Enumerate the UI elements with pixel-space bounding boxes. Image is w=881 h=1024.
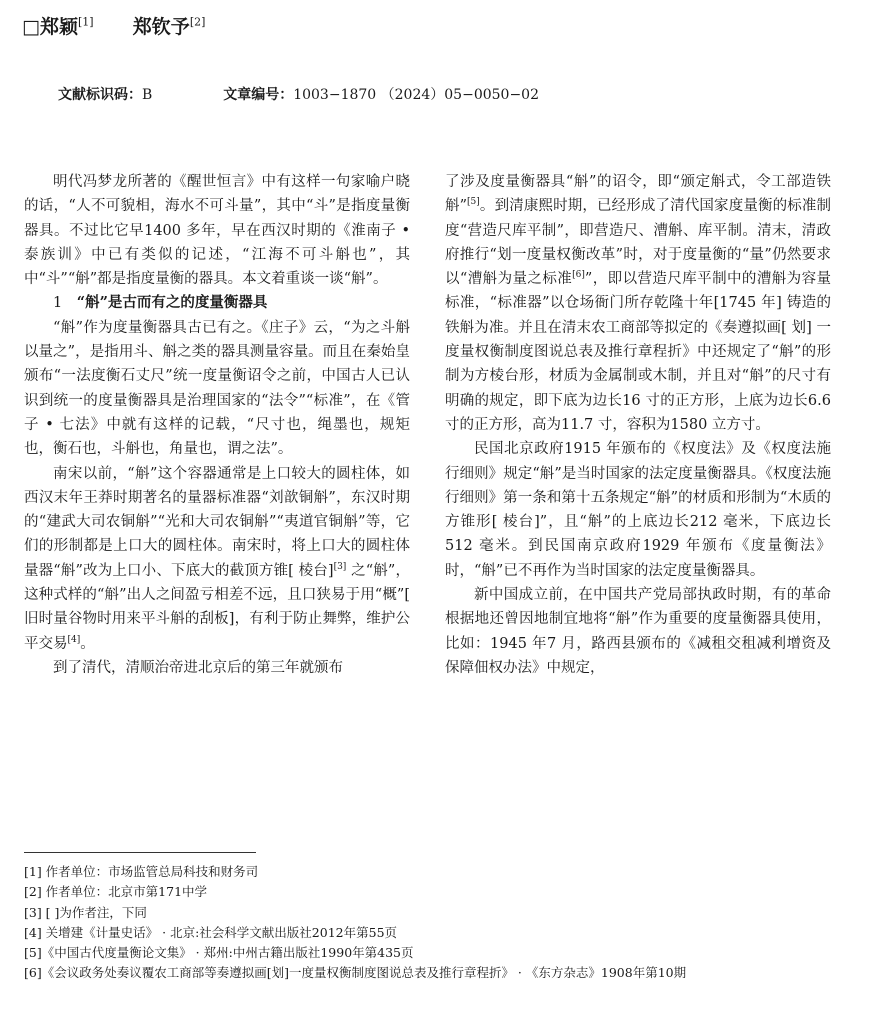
paragraph-republic: 民国北京政府1915 年颁布的《权度法》及《权度法施行细则》规定“斛”是当时国家的法定度量衡器具。《权度法施行细则》第一条和第十五条规定“斛”的材质和形制为“木质的方锥形[ 棱台]”，且“斛”的上底边长212 毫米，下底边长512 毫米。到民国南京政府1929 年颁布《度量衡法》时，“斛”已不再作为当时国家的法定度量衡器具。 (445, 441, 831, 579)
footnote-ref-5[interactable]: [5] (467, 197, 480, 208)
footnote-ref-4[interactable]: [4] (67, 634, 81, 645)
author-1-ref: [1] (77, 15, 94, 29)
section-heading-1 (24, 291, 410, 315)
footnote-item: [6]《会议政务处奏议覆农工商部等奏遵拟画[划]一度量权衡制度图说总表及推行章程折》 · 《东方杂志》1908年第10期 (24, 965, 687, 981)
paragraph-new-china: 新中国成立前，在中国共产党局部执政时期，有的革命根据地还曾因地制宜地将“斛”作为重要的度量衡器具使用，比如：1945 年7 月，路西县颁布的《减租交租减利增资及保障佃权办法》中规定， (445, 587, 831, 676)
paragraph-ancient-hu: “斛”作为度量衡器具古已有之。《庄子》云，“为之斗斛以量之”，是指用斗、斛之类的器具测量容量。而且在秦始皇颁布“一法度衡石丈尺”统一度量衡诏令之前，中国古人已认识到统一的度量衡器具是治理国家的“法令”“标准”，在《管子 • 七法》中就有这样的记载，“尺寸也，绳墨也，规矩也，衡石也，斗斛也，角量也，谓之法”。 (24, 319, 410, 458)
footnote-item: [3] [ ]为作者注，下同 (24, 904, 147, 920)
section-title: “斛”是古而有之的度量衡器具 (76, 294, 268, 312)
footnote-ref-6[interactable]: [6] (572, 270, 585, 281)
paragraph-intro: 明代冯梦龙所著的《醒世恒言》中有这样一句家喻户晓的话，“人不可貌相，海水不可斗量”，其中“斗”是指度量衡器具。不过比它早1400 多年，早在西汉时期的《淮南子 • 泰族训》中已有类似的记述，“江海不可斗斛也”，其中“斗”“斛”都是指度量衡的器具。本文着重谈一谈“斛”。 (24, 174, 410, 288)
author-2-name: 郑钦予 (132, 16, 190, 38)
text-run: 之“斛”，这种式样的“斛”出人之间盈亏相差不远，且口狭易于用“概”[ 旧时量谷物时用来平斗斛的刮板]，有利于防止舞弊，维护公平交易 (24, 562, 410, 652)
doc-id-label: 文献标识码： (58, 87, 142, 103)
doc-id-value: B (142, 87, 153, 103)
article-meta (58, 84, 539, 104)
author-1-name: □郑颖 (22, 16, 78, 38)
text-run: 。 (80, 635, 95, 652)
text-run: 南宋以前，“斛”这个容器通常是上口较大的圆柱体，如西汉末年王莽时期著名的量器标准器“刘歆铜斛”，东汉时期的“建武大司农铜斛”“光和大司农铜斛”“夷道官铜斛”等，它们的形制都是上口大的圆柱体。南宋时，将上口大的圆柱体量器“斛”改为上口小、下底大的截顶方锥[ 棱台] (24, 465, 410, 579)
text-run: 。到清康熙时期，已经形成了清代国家度量衡的标准制度“营造尺库平制”，即营造尺、漕斛、库平制。清末，清政府推行“划一度量权衡改革”时，对于度量衡的“量”仍然要求以“漕斛为量之标准 (445, 198, 831, 288)
text-run: 了涉及度量衡器具“斛”的诏令，即“颁定斛式，令工部造铁斛” (445, 174, 831, 215)
footnotes (24, 862, 864, 984)
left-column (24, 170, 410, 680)
article-no-label: 文章编号： (223, 87, 294, 103)
footnote-item: [1] 作者单位：市场监管总局科技和财务司 (24, 864, 259, 879)
section-number: 1 (53, 295, 63, 312)
footnote-item: [5]《中国古代度量衡论文集》 · 郑州:中州古籍出版社1990年第435页 (24, 945, 414, 961)
right-column (445, 170, 831, 680)
article-no-value: 1003−1870 （2024）05−0050−02 (293, 87, 539, 103)
footnote-divider (24, 852, 256, 853)
text-run: ”，即以营造尺库平制中的漕斛为容量标准，“标准器”以仓场衙门所存乾隆十年[1745 年] 铸造的铁斛为准。并且在清末农工商部等拟定的《奏遵拟画[ 划] 一度量权衡制度图说总表及推行章程折》中还规定了“斛”的形制为方棱台形，材质为金属制或木制，并且对“斛”的尺寸有明确的规定，即下底为边长16 寸的正方形，上底为边长6.6 寸的正方形，高为11.7 寸，容积为1580 立方寸。 (445, 271, 831, 433)
paragraph-qing-start: 到了清代，清顺治帝进北京后的第三年就颁布 (53, 659, 343, 676)
footnote-ref-3[interactable]: [3] (333, 561, 347, 572)
author-line (22, 12, 205, 39)
paragraph-qing-cont (445, 170, 831, 437)
author-2-ref: [2] (189, 15, 206, 29)
paragraph-song-dynasty (24, 462, 410, 656)
footnote-item: [2] 作者单位：北京市第171中学 (24, 884, 208, 900)
footnote-item: [4] 关增建《计量史话》 · 北京:社会科学文献出版社2012年第55页 (24, 924, 398, 940)
